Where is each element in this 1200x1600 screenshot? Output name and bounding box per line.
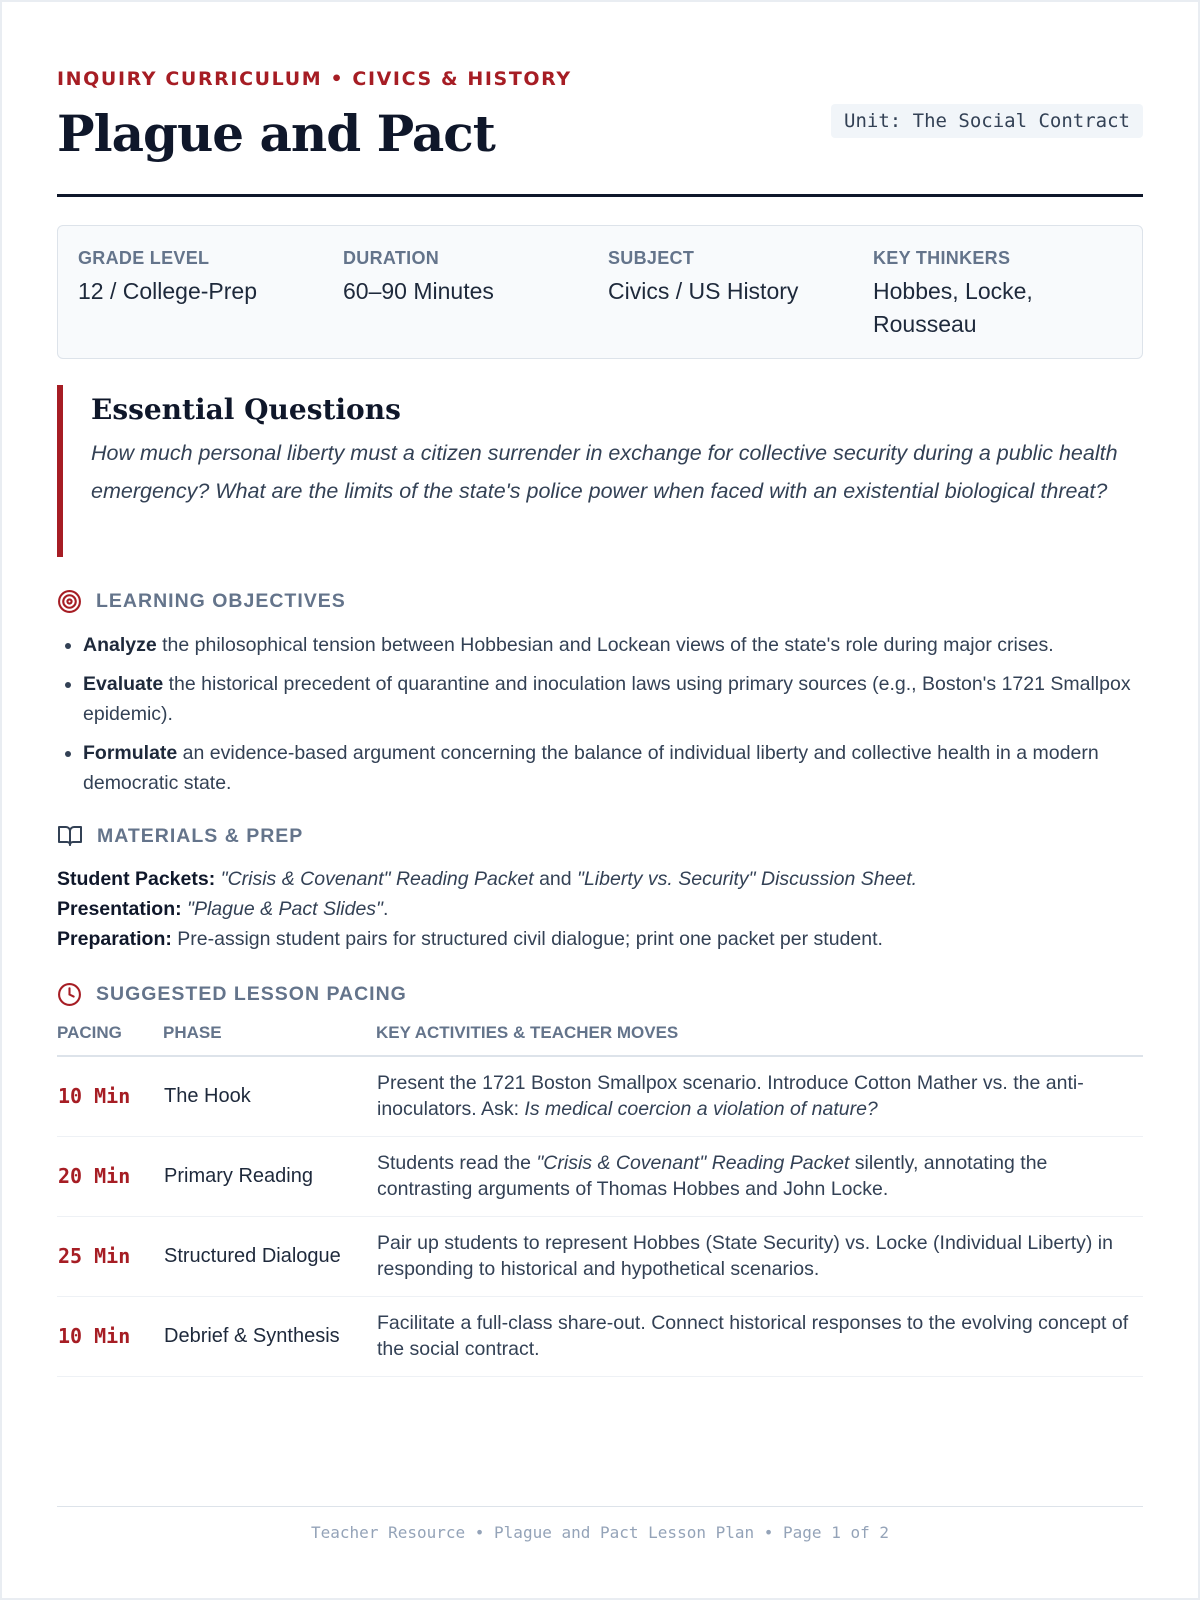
pacing-activity <box>376 1216 1143 1296</box>
page-title: Plague and Pact <box>57 104 495 163</box>
presentation-label: Presentation: <box>57 898 182 920</box>
materials-presentation-line <box>57 894 1143 924</box>
packets-label: Student Packets: <box>57 868 216 890</box>
page-footer: Teacher Resource • Plague and Pact Lesson Plan • Page 1 of 2 <box>57 1506 1143 1542</box>
materials-packets-line <box>57 864 1143 894</box>
table-row <box>57 1296 1143 1376</box>
objective-text: the philosophical tension between Hobbesian and Lockean views of the state's role during major crises. <box>156 634 1054 656</box>
book-icon <box>57 824 83 848</box>
activity-emphasis: "Crisis & Covenant" Reading Packet <box>536 1152 850 1174</box>
unit-badge: Unit: The Social Contract <box>831 104 1143 138</box>
pacing-activity <box>376 1056 1143 1136</box>
meta-value: 12 / College-Prep <box>78 278 257 304</box>
activity-text: Pair up students to represent Hobbes (State Security) vs. Locke (Individual Liberty) in responding to historical and hypothetical scenarios. <box>377 1232 1113 1280</box>
pacing-activity <box>376 1296 1143 1376</box>
activity-tail: silently, annotating the contrasting arguments of Thomas Hobbes and John Locke. <box>377 1152 1048 1200</box>
presentation-title: "Plague & Pact Slides" <box>187 898 383 920</box>
pacing-time: 10 Min <box>57 1056 163 1136</box>
meta-label: GRADE LEVEL <box>78 248 210 268</box>
pacing-phase: Debrief & Synthesis <box>163 1296 376 1376</box>
target-icon <box>57 589 82 614</box>
activity-text: Facilitate a full-class share-out. Connect historical responses to the evolving concept of the social contract. <box>377 1312 1129 1360</box>
column-header-activities: KEY ACTIVITIES & TEACHER MOVES <box>376 1023 1143 1056</box>
pacing-phase: Primary Reading <box>163 1136 376 1216</box>
materials-heading <box>57 824 1143 848</box>
essential-questions-text: How much personal liberty must a citizen surrender in exchange for collective security during a public health emergency? What are the limits of the state's police power when faced with an existential biological threat? <box>91 441 1118 503</box>
table-row <box>57 1136 1143 1216</box>
list-item <box>83 669 1143 729</box>
lesson-plan-page <box>2 2 1198 1598</box>
pacing-table <box>57 1023 1143 1377</box>
clock-icon <box>57 982 82 1007</box>
meta-value: Civics / US History <box>608 278 799 304</box>
list-item <box>83 630 1143 660</box>
table-row <box>57 1216 1143 1296</box>
objective-text: an evidence-based argument concerning the balance of individual liberty and collective health in a modern democratic state. <box>83 742 1099 794</box>
meta-value: 60–90 Minutes <box>343 278 494 304</box>
meta-label: DURATION <box>343 248 440 268</box>
pacing-heading-label: SUGGESTED LESSON PACING <box>96 983 407 1005</box>
materials-prep-line <box>57 924 1143 954</box>
meta-label: SUBJECT <box>608 248 695 268</box>
objectives-heading <box>57 589 1143 614</box>
materials-heading-label: MATERIALS & PREP <box>97 824 304 847</box>
materials-block <box>57 864 1143 954</box>
prep-label: Preparation: <box>57 928 172 950</box>
pacing-activity <box>376 1136 1143 1216</box>
meta-label: KEY THINKERS <box>873 248 1011 268</box>
objectives-heading-label: LEARNING OBJECTIVES <box>96 590 346 612</box>
title-row <box>57 90 1143 197</box>
meta-value: Hobbes, Locke, Rousseau <box>873 278 1033 337</box>
meta-grade-level <box>78 248 343 358</box>
pacing-time: 10 Min <box>57 1296 163 1376</box>
eyebrow: INQUIRY CURRICULUM • CIVICS & HISTORY <box>57 68 572 90</box>
column-header-pacing: PACING <box>57 1023 163 1056</box>
packet-2: "Liberty vs. Security" Discussion Sheet. <box>577 868 918 890</box>
pacing-heading <box>57 982 1143 1007</box>
prep-text: Pre-assign student pairs for structured civil dialogue; print one packet per student. <box>177 928 883 950</box>
pacing-phase: The Hook <box>163 1056 376 1136</box>
essential-questions <box>57 385 1143 557</box>
activity-text: Present the 1721 Boston Smallpox scenario. Introduce Cotton Mather vs. the anti-inoculators. Ask: <box>377 1072 1084 1121</box>
column-header-phase: PHASE <box>163 1023 376 1056</box>
packet-1: "Crisis & Covenant" Reading Packet <box>220 868 534 890</box>
list-item <box>83 738 1143 798</box>
table-header-row <box>57 1023 1143 1056</box>
objective-verb: Formulate <box>83 742 178 764</box>
meta-key-thinkers <box>873 248 1103 358</box>
presentation-end: . <box>382 898 389 920</box>
objective-verb: Evaluate <box>83 673 164 695</box>
activity-text: Students read the <box>377 1152 537 1174</box>
table-row <box>57 1056 1143 1136</box>
essential-questions-title: Essential Questions <box>91 393 401 426</box>
meta-duration <box>343 248 608 358</box>
packets-and: and <box>539 868 572 890</box>
objective-verb: Analyze <box>83 634 157 656</box>
meta-box <box>57 225 1143 359</box>
meta-subject <box>608 248 873 358</box>
activity-emphasis: Is medical coercion a violation of nature? <box>524 1098 878 1121</box>
pacing-time: 25 Min <box>57 1216 163 1296</box>
objective-text: the historical precedent of quarantine and inoculation laws using primary sources (e.g., Boston's 1721 Smallpox epidemic). <box>83 673 1131 725</box>
pacing-phase: Structured Dialogue <box>163 1216 376 1296</box>
objectives-list <box>57 630 1143 798</box>
pacing-time: 20 Min <box>57 1136 163 1216</box>
